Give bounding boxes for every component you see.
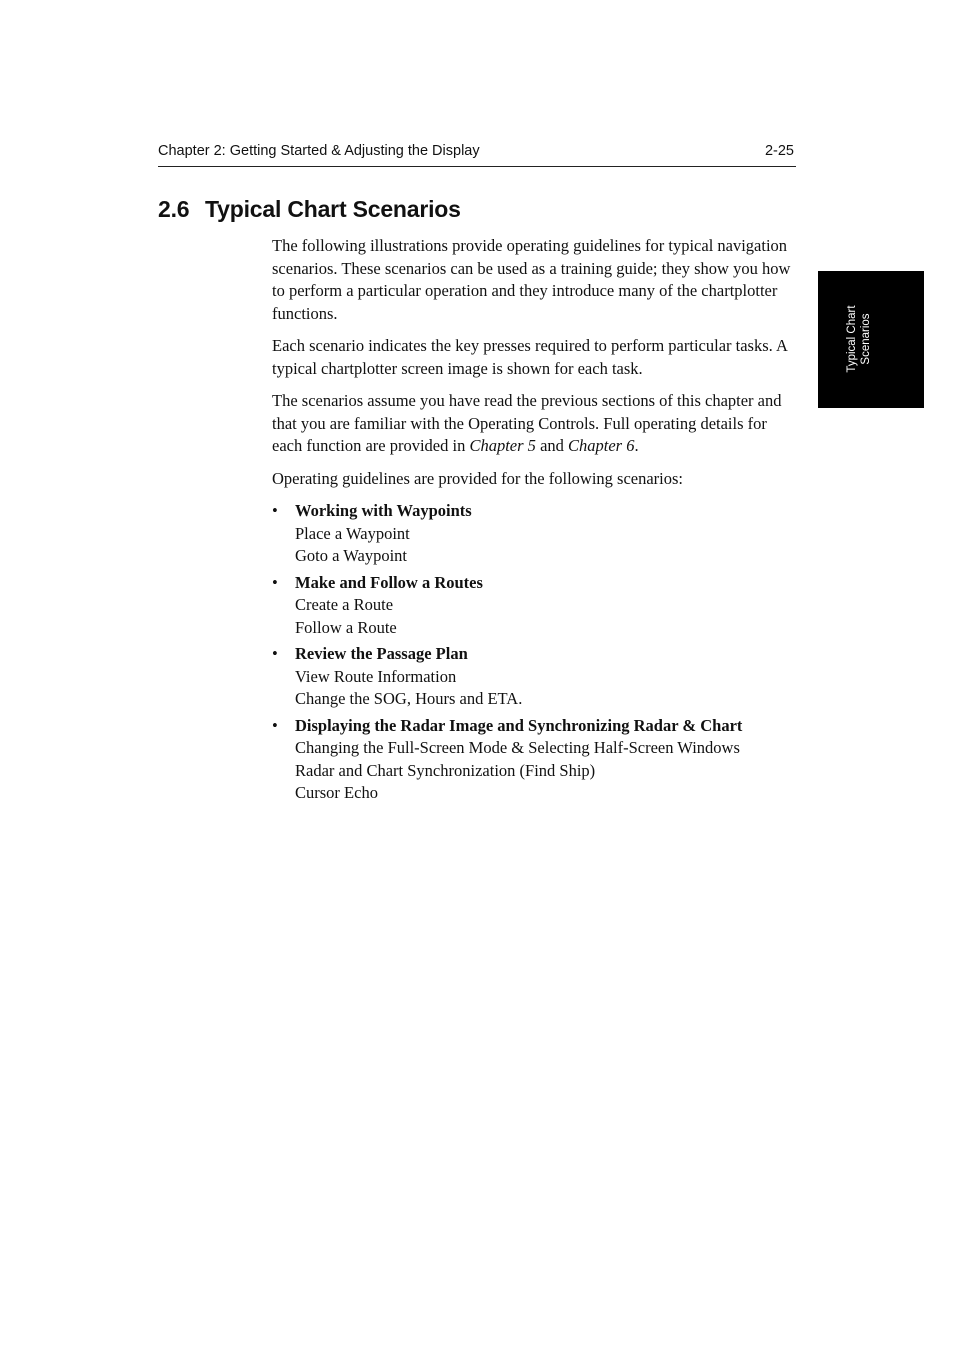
paragraph-assumptions-end: .	[634, 436, 639, 455]
body-text	[272, 235, 796, 809]
scenario-task: Place a Waypoint	[295, 523, 410, 543]
scenario-task: View Route Information	[295, 666, 457, 686]
scenario-task: Changing the Full-Screen Mode & Selecting Half-Screen Windows	[295, 738, 740, 757]
chapter-6-reference: Chapter 6	[568, 436, 635, 455]
bullet-icon: •	[272, 572, 278, 592]
bullet-icon: •	[272, 501, 278, 520]
section-title: Typical Chart Scenarios	[205, 196, 461, 222]
chapter-title: Chapter 2: Getting Started & Adjusting the Display	[158, 143, 480, 159]
paragraph-key-presses: Each scenario indicates the key presses required to perform particular tasks. A typical chartplotter screen image is shown for each task.	[272, 336, 787, 378]
chapter-side-tab	[818, 271, 924, 408]
side-tab-line-2: Scenarios	[859, 313, 872, 365]
chapter-5-reference: Chapter 5	[469, 436, 536, 455]
paragraph-intro: The following illustrations provide operating guidelines for typical navigation scenarios. These scenarios can be used as a training guide; they show you how to perform a particular operation and they introduce many of the chartplotter functions.	[272, 236, 791, 323]
scenario-title: Make and Follow a Routes	[295, 572, 483, 592]
scenario-item	[272, 500, 796, 568]
side-tab-line-1: Typical Chart	[846, 305, 858, 373]
scenario-task: Radar and Chart Synchronization (Find Ship)	[295, 760, 596, 780]
scenario-item	[272, 643, 796, 711]
scenario-task: Create a Route	[295, 595, 394, 614]
scenario-title: Review the Passage Plan	[295, 644, 468, 663]
bullet-icon: •	[272, 715, 278, 735]
paragraph-assumptions-and: and	[535, 436, 569, 455]
paragraph-list-intro: Operating guidelines are provided for the following scenarios:	[272, 468, 684, 488]
scenario-list	[272, 500, 796, 805]
scenario-task: Change the SOG, Hours and ETA.	[295, 689, 523, 708]
section-number: 2.6	[158, 196, 190, 222]
scenario-task: Follow a Route	[295, 617, 397, 637]
running-header	[158, 140, 796, 167]
paragraph-assumptions-start: The scenarios assume you have read the previous sections of this chapter and that you are familiar with the Operating Controls. Full operating details for each function are provided in	[272, 391, 782, 455]
scenario-item	[272, 715, 796, 805]
scenario-item	[272, 572, 796, 640]
bullet-icon: •	[272, 644, 278, 663]
section-heading	[158, 194, 461, 224]
scenario-task: Goto a Waypoint	[295, 546, 408, 565]
scenario-title: Displaying the Radar Image and Synchronizing Radar & Chart	[295, 715, 743, 735]
page-number: 2-25	[764, 143, 794, 159]
paragraph-assumptions	[272, 390, 796, 458]
scenario-task: Cursor Echo	[295, 783, 378, 802]
side-tab-label	[846, 299, 873, 379]
scenario-title: Working with Waypoints	[295, 501, 472, 520]
